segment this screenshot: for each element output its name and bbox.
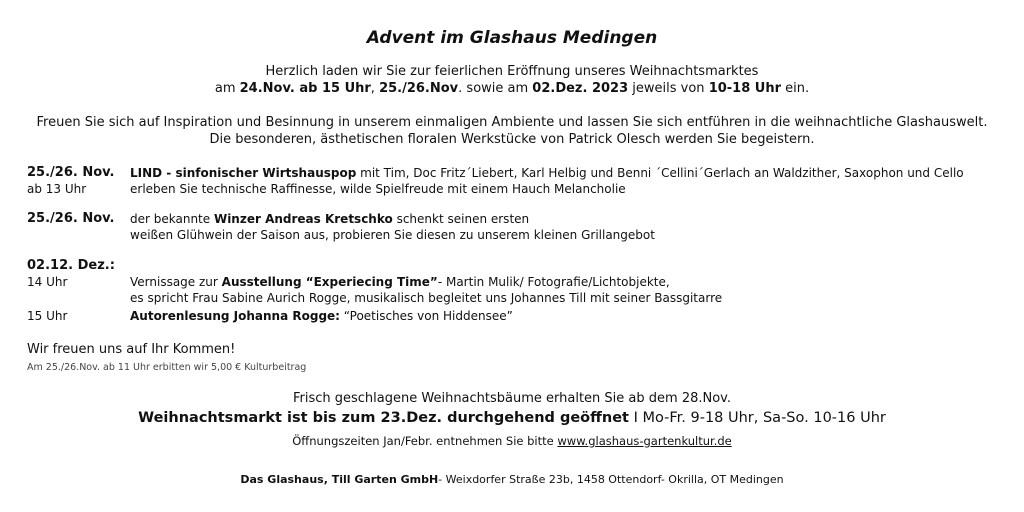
program-date: 25./26. Nov. (27, 211, 115, 226)
intro-line-4: Die besonderen, ästhetischen floralen Werkstücke von Patrick Olesch werden Sie begeistern. (209, 132, 815, 147)
website-link[interactable]: www.glashaus-gartenkultur.de (557, 434, 732, 448)
program-entry-2-line-2: weißen Glühwein der Saison aus, probieren Sie diesen zu unserem kleinen Grillangebot (130, 228, 655, 242)
market-hours (0, 410, 1024, 426)
intro-text: am (214, 81, 240, 96)
program-entry-3 (130, 275, 670, 289)
program-date: 02.12. Dez.: (27, 258, 115, 273)
program-text: - Martin Mulik/ Fotografie/Lichtobjekte, (437, 275, 670, 289)
program-entry-1-line-2: erleben Sie technische Raffinesse, wilde Spielfreude mit einem Hauch Melancholie (130, 182, 626, 196)
opening-hours: 10-18 Uhr (708, 81, 782, 96)
intro-line-1: Herzlich laden wir Sie zur feierlichen Eröffnung unseres Weihnachtsmarktes (265, 64, 759, 79)
opening-date-3: 02.Dez. 2023 (532, 81, 629, 96)
program-highlight: Autorenlesung Johanna Rogge: (130, 309, 340, 323)
program-highlight: Winzer Andreas Kretschko (213, 212, 393, 226)
program-entry-1 (130, 166, 964, 180)
contribution-note: Am 25./26.Nov. ab 11 Uhr erbitten wir 5,00 € Kulturbeitrag (27, 362, 307, 373)
program-time: ab 13 Uhr (27, 182, 87, 196)
program-time: 14 Uhr (27, 275, 68, 289)
closing-text: Wir freuen uns auf Ihr Kommen! (27, 342, 236, 357)
market-times: I Mo-Fr. 9-18 Uhr, Sa-So. 10-16 Uhr (628, 410, 886, 426)
program-text: der bekannte (130, 212, 214, 226)
market-highlight: Weihnachtsmarkt ist bis zum 23.Dez. durchgehend geöffnet (138, 410, 629, 426)
program-time: 15 Uhr (27, 309, 68, 323)
winter-hours (0, 434, 1024, 448)
program-highlight: LIND - sinfonischer Wirtshauspop (130, 166, 357, 180)
program-highlight: Ausstellung “Experiecing Time” (221, 275, 438, 289)
program-entry-3-line-2: es spricht Frau Sabine Aurich Rogge, musikalisch begleitet uns Johannes Till mit seiner Bassgitarre (130, 291, 723, 305)
intro-text: . sowie am (458, 81, 533, 96)
program-text: Vernissage zur (130, 275, 222, 289)
program-entry-2 (130, 212, 529, 226)
intro-line-3: Freuen Sie sich auf Inspiration und Besinnung in unserem einmaligen Ambiente und lassen Sie sich entführen in die weihnachtliche Glashauswelt. (36, 115, 988, 130)
intro-text: , (370, 81, 380, 96)
program-text: “Poetisches von Hiddensee” (339, 309, 513, 323)
program-entry-4 (130, 309, 513, 323)
footer-address (0, 473, 1024, 486)
opening-date-2: 25./26.Nov (379, 81, 459, 96)
program-text: mit Tim, Doc Fritz´Liebert, Karl Helbig und Benni ´Cellini´Gerlach an Waldzither, Saxophon und Cello (356, 166, 964, 180)
program-date: 25./26. Nov. (27, 165, 115, 180)
hours-text: Öffnungszeiten Jan/Febr. entnehmen Sie bitte (292, 434, 558, 448)
address-text: - Weixdorfer Straße 23b, 1458 Ottendorf- Okrilla, OT Medingen (438, 473, 784, 486)
program-text: schenkt seinen ersten (392, 212, 530, 226)
intro-text: jeweils von (628, 81, 709, 96)
intro-line-2 (0, 81, 1024, 96)
company-name: Das Glashaus, Till Garten GmbH (240, 473, 439, 486)
trees-notice: Frisch geschlagene Weihnachtsbäume erhalten Sie ab dem 28.Nov. (292, 391, 731, 406)
opening-date-1: 24.Nov. ab 15 Uhr (239, 81, 371, 96)
page-title: Advent im Glashaus Medingen (366, 28, 658, 48)
intro-text: ein. (781, 81, 810, 96)
